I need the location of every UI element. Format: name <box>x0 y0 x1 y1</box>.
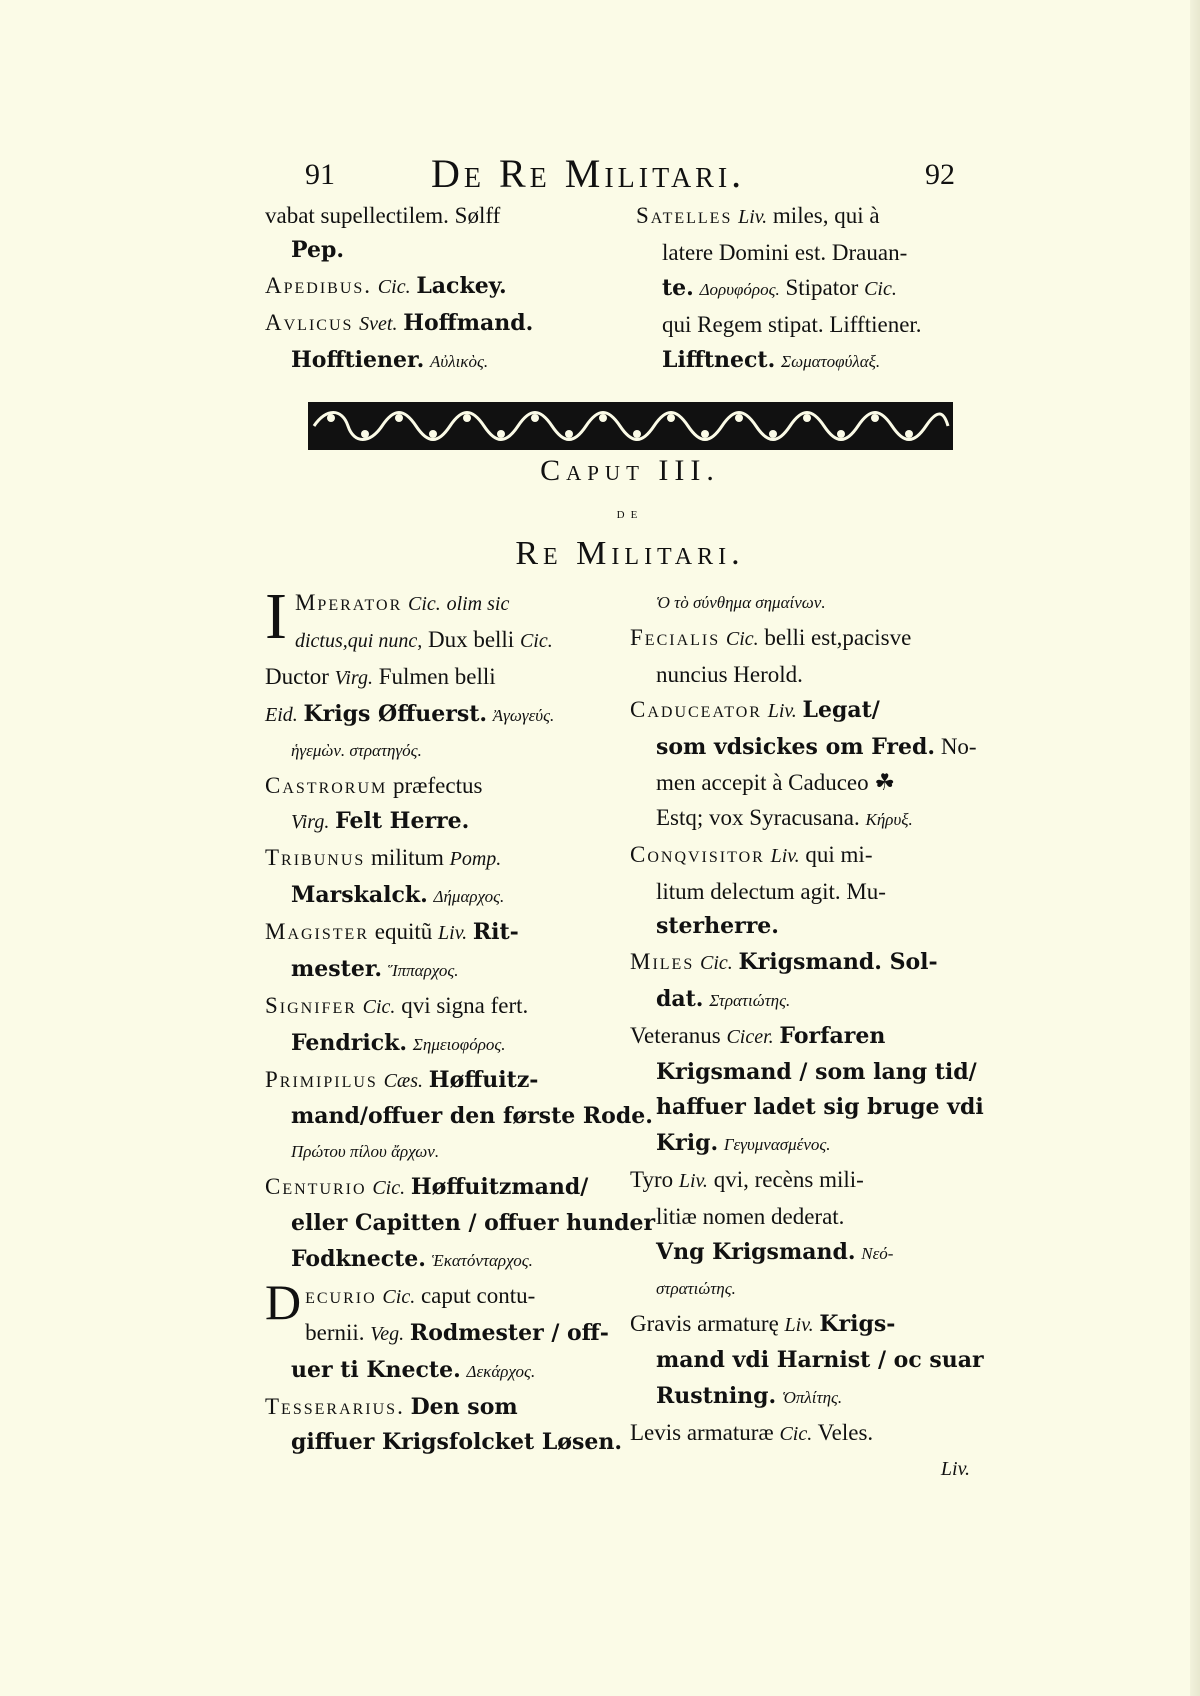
text-line: latere Domini est. Drauan- <box>662 240 908 265</box>
text-line: litiæ nomen dederat. <box>656 1204 845 1229</box>
greek-term: Στρατιώτης. <box>709 991 791 1010</box>
greek-term: Ἑκατόνταρχος. <box>431 1251 533 1270</box>
vernacular: Høffuitzmand/ <box>410 1174 589 1200</box>
text: Fulmen belli <box>378 664 496 689</box>
text-line <box>265 1025 610 1062</box>
text-line <box>265 342 610 379</box>
greek-term: Δεκάρχος. <box>466 1362 536 1381</box>
abbr: Liv. <box>738 206 768 228</box>
vernacular: Krigs- <box>819 1311 896 1337</box>
greek-term: Δορυφόρος. <box>699 280 780 299</box>
abbr: Cic. <box>779 1423 813 1445</box>
text-line <box>265 768 610 803</box>
drop-cap: D <box>265 1274 302 1330</box>
abbr: Liv. <box>770 845 800 867</box>
abbr: Cic. <box>864 278 897 300</box>
entry-imperator <box>265 580 610 768</box>
entry-apedibus <box>265 268 610 305</box>
text: Gravis armaturę <box>630 1311 779 1336</box>
text-line <box>630 837 990 874</box>
abbr: Cic. <box>725 628 759 650</box>
text-line <box>265 803 610 840</box>
vernacular: Rustning. <box>656 1383 777 1409</box>
text: Estq; vox Syracusana. <box>656 805 860 830</box>
entry-head: Conqvisitor <box>630 842 765 867</box>
text: Stipator <box>785 275 859 300</box>
vernacular: Rit- <box>472 919 519 945</box>
abbr: Liv. <box>784 1314 814 1336</box>
text-line: Pep. <box>291 237 344 263</box>
entry-head: Tribunus <box>265 845 366 870</box>
greek-term: Πρώτου πίλου ἄρχων. <box>291 1142 440 1161</box>
vernacular: Fendrick. <box>291 1030 408 1056</box>
text: Veteranus <box>630 1023 721 1048</box>
entry-avlicus <box>265 305 610 342</box>
greek-term: Σημειοφόρος. <box>412 1035 506 1054</box>
catchword: Liv. <box>940 1458 970 1480</box>
text: No- <box>940 734 977 759</box>
abbr: Cic. <box>362 996 396 1018</box>
vernacular: Lackey. <box>416 273 507 299</box>
abbr: Cic. <box>382 1286 416 1308</box>
text-line <box>636 270 986 307</box>
greek-term: Γεγυμνασμένος. <box>723 1135 831 1154</box>
text: Levis armaturæ <box>630 1420 774 1445</box>
text-line <box>265 1389 610 1425</box>
abbr: Cic. <box>699 952 733 974</box>
text-line <box>630 692 990 729</box>
greek-term: Σωματοφύλαξ. <box>781 352 881 371</box>
text: belli est,pacisve <box>764 625 912 650</box>
vernacular: Den som <box>410 1394 518 1420</box>
greek-term: ἡγεμὼν. στρατηγός. <box>291 741 422 760</box>
abbr: Cic. <box>408 593 441 615</box>
entry-castrorum <box>265 768 610 840</box>
text-line <box>630 1162 990 1199</box>
top-left-column <box>265 198 610 379</box>
text-line: mand vdi Harnist / oc suar <box>656 1347 984 1373</box>
text-line <box>630 800 990 837</box>
text-line <box>265 1274 610 1330</box>
entry-magister <box>265 914 610 988</box>
vernacular: Hofftiener. <box>291 347 425 373</box>
entry-head: Miles <box>630 949 695 974</box>
entry-gravis-armaturae <box>630 1306 990 1415</box>
entry-head: Signifer <box>265 993 357 1018</box>
text: Dux belli <box>427 627 515 652</box>
entry-head: Apedibus. <box>265 273 373 298</box>
text-line <box>265 1169 610 1206</box>
greek-term: Ἀγωγεύς. <box>492 706 555 725</box>
vernacular: uer ti Knecte. <box>291 1357 461 1383</box>
text-line: eller Capitten / offuer hunder <box>291 1210 656 1236</box>
vernacular: Krig. <box>656 1130 719 1156</box>
abbr: Cic. <box>519 630 553 652</box>
chapter-title: Caput III. <box>540 454 720 487</box>
abbr: Virg. <box>291 811 330 833</box>
entry-head: Fecialis <box>630 625 721 650</box>
text-line <box>630 1306 990 1343</box>
running-header <box>305 150 955 200</box>
greek-term: Ἵππαρχος. <box>387 961 459 980</box>
greek-term: Νεό- <box>861 1244 894 1263</box>
text-line: vabat supellectilem. Sølff <box>265 203 501 228</box>
ornament-band <box>308 402 953 450</box>
abbr: Cicer. <box>726 1026 774 1048</box>
entry-veteranus <box>630 1018 990 1162</box>
text: bernii. <box>305 1320 365 1345</box>
entry-signifer <box>265 988 610 1062</box>
entry-head: Avlicus <box>265 310 354 335</box>
vernacular: Høffuitz- <box>428 1067 539 1093</box>
vernacular: Fodknecte. <box>291 1246 426 1272</box>
abbr: Svet. <box>359 313 398 335</box>
entry-satelles <box>636 198 986 235</box>
text-line <box>630 1018 990 1055</box>
text-line <box>265 622 610 659</box>
abbr: Liv. <box>678 1170 708 1192</box>
text-line <box>630 620 990 657</box>
entry-conqvisitor <box>630 837 990 944</box>
text-line <box>630 981 990 1018</box>
abbr: Cic. <box>372 1177 406 1199</box>
entry-head: Magister <box>265 919 370 944</box>
vernacular: Marskalck. <box>291 882 428 908</box>
text: Veles. <box>817 1420 874 1445</box>
text-line <box>265 1352 610 1389</box>
entry-head: Satelles <box>636 203 733 228</box>
entry-tesserarius <box>265 1389 623 1460</box>
greek-term: Ὁ τὸ σύνθημα σημαίνων. <box>656 593 826 612</box>
entry-head: Caduceator <box>630 697 762 722</box>
entry-head: Primipilus <box>265 1067 378 1092</box>
text: caput contu- <box>420 1283 536 1308</box>
greek-term: Κήρυξ. <box>865 810 913 829</box>
text: militum <box>371 845 444 870</box>
vernacular: Rodmester / off- <box>409 1320 609 1346</box>
entry-caduceator <box>630 692 990 837</box>
text-line <box>630 1125 990 1162</box>
entry-levis-armaturae <box>630 1415 990 1487</box>
abbr: Cæs. <box>383 1070 424 1092</box>
text-line: litum delectum agit. Mu- <box>656 879 886 904</box>
text-line: mand/offuer den første Rode. <box>291 1103 653 1129</box>
abbr: Cic. <box>377 276 411 298</box>
text-line <box>265 877 610 914</box>
text-line <box>265 988 610 1025</box>
greek-term: Ὁπλίτης. <box>781 1388 843 1407</box>
page-number-right: 92 <box>925 158 955 191</box>
vernacular: Krigs Øffuerst. <box>303 701 488 727</box>
entry-miles <box>630 944 990 1018</box>
vernacular: Forfaren <box>779 1023 886 1049</box>
text-line <box>265 696 610 733</box>
entry-head: ecurio <box>305 1283 377 1308</box>
entry-head: Castrorum <box>265 773 388 798</box>
page-edge <box>1190 0 1200 1696</box>
entry-head: Mperator <box>294 590 403 615</box>
vernacular: Krigsmand. Sol- <box>738 949 938 975</box>
vernacular: Felt Herre. <box>335 808 470 834</box>
text-line <box>630 944 990 981</box>
text-line: Krigsmand / som lang tid/ <box>656 1059 977 1085</box>
chapter-de: de <box>616 505 644 522</box>
text-line <box>265 1241 610 1278</box>
page-number-left: 91 <box>305 158 335 191</box>
text-line <box>265 585 610 622</box>
vernacular: Legat/ <box>802 697 880 723</box>
text-line <box>265 951 610 988</box>
chapter-subtitle: Re Militari. <box>515 535 745 572</box>
abbr: Virg. <box>334 667 373 689</box>
text-line: haffuer ladet sig bruge vdi <box>656 1094 984 1120</box>
text-line: sterherre. <box>656 913 779 939</box>
entry-fecialis <box>630 620 990 692</box>
text: præfectus <box>393 773 483 798</box>
text-line <box>636 342 986 379</box>
text-line <box>265 914 610 951</box>
text: miles, qui à <box>772 203 880 228</box>
text-line <box>265 1062 610 1099</box>
entry-head: Centurio <box>265 1174 367 1199</box>
entry-tyro <box>630 1162 990 1306</box>
abbr: Eid. <box>265 704 298 726</box>
vernacular: te. <box>662 275 694 301</box>
text-line: giffuer Krigsfolcket Løsen. <box>291 1429 623 1455</box>
text: olim sic <box>446 593 510 615</box>
entry-primipilus <box>265 1062 653 1169</box>
text: dictus,qui nunc, <box>294 630 423 652</box>
text: equitũ <box>374 919 433 944</box>
text-line: men accepit à Caduceo ☘ <box>656 770 896 795</box>
text-line <box>265 840 610 877</box>
vernacular: Vng Krigsmand. <box>656 1239 856 1265</box>
entry-decurio <box>265 1274 610 1389</box>
vernacular: Lifftnect. <box>662 347 776 373</box>
entry-head: Tesserarius. <box>265 1394 405 1419</box>
text: qvi signa fert. <box>401 993 529 1018</box>
vernacular: som vdsickes om Fred. <box>656 734 936 760</box>
entry-tribunus <box>265 840 610 914</box>
vernacular: Hoffmand. <box>403 310 534 336</box>
drop-cap: I <box>265 580 287 653</box>
greek-term: Αὐλικὸς. <box>430 352 489 371</box>
abbr: Veg. <box>370 1323 405 1345</box>
abbr: Pomp. <box>449 848 502 870</box>
text: qui mi- <box>805 842 873 867</box>
text-line <box>630 1234 990 1271</box>
greek-term: στρατιώτης. <box>656 1279 736 1298</box>
vernacular: mester. <box>291 956 383 982</box>
main-right-column <box>630 585 990 1487</box>
text-line: nuncius Herold. <box>656 662 803 687</box>
abbr: Liv. <box>767 700 797 722</box>
abbr: Liv. <box>438 922 468 944</box>
vernacular: dat. <box>656 986 704 1012</box>
top-right-column <box>636 198 986 379</box>
greek-term: Δήμαρχος. <box>433 887 505 906</box>
text: Ductor <box>265 664 329 689</box>
text-line <box>630 1378 990 1415</box>
text-line <box>265 1315 610 1352</box>
text: qvi, recèns mili- <box>713 1167 864 1192</box>
text: Tyro <box>630 1167 674 1192</box>
text-line <box>265 659 610 696</box>
running-title: De Re Militari. <box>431 151 746 196</box>
text-line <box>630 729 990 765</box>
text-line <box>630 1415 990 1452</box>
text-line: qui Regem stipat. Lifftiener. <box>662 312 922 337</box>
